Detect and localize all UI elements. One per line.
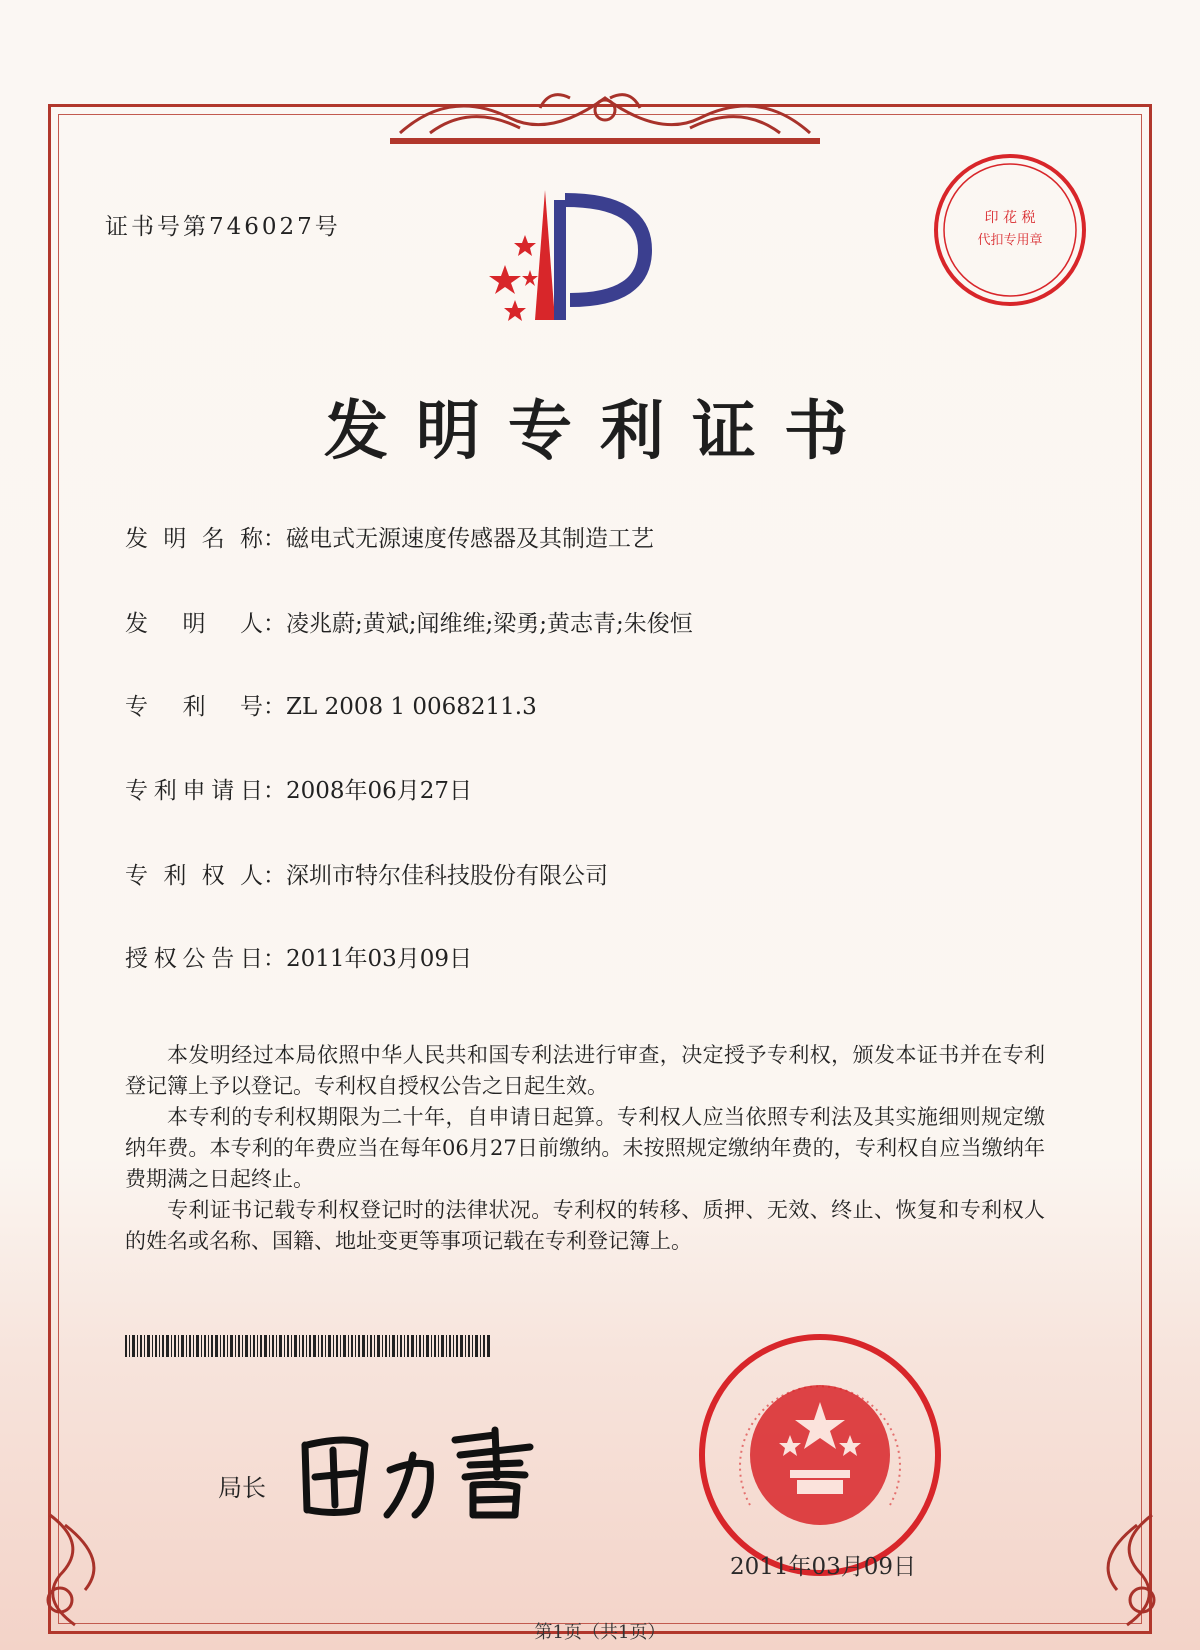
field-label: 专 利 申 请 日 bbox=[125, 778, 263, 804]
field-application-date: 专 利 申 请 日 ：2008年06月27日 bbox=[125, 772, 472, 805]
body-paragraph: 本专利的专利权期限为二十年，自申请日起算。专利权人应当依照专利法及其实施细则规定缴纳年费。本专利的年费应当在每年06月27日前缴纳。未按照规定缴纳年费的，专利权自应当缴纳年费期满之日起终止。 bbox=[125, 1105, 1045, 1191]
field-label: 专 利 号 bbox=[125, 694, 263, 720]
certificate-number: 证书号第746027号 bbox=[105, 214, 341, 240]
field-inventors: 发 明 人 ：凌兆蔚;黄斌;闻维维;梁勇;黄志青;朱俊恒 bbox=[125, 605, 693, 638]
director-signature-icon bbox=[295, 1415, 555, 1525]
body-paragraph: 专利证书记载专利权登记时的法律状况。专利权的转移、质押、无效、终止、恢复和专利权人的姓名或名称、国籍、地址变更等事项记载在专利登记簿上。 bbox=[125, 1198, 1045, 1253]
field-label: 授 权 公 告 日 bbox=[125, 946, 263, 972]
field-value: 凌兆蔚;黄斌;闻维维;梁勇;黄志青;朱俊恒 bbox=[286, 611, 693, 637]
director-label: 局长 bbox=[218, 1474, 266, 1502]
field-patent-number: 专 利 号 ：ZL 2008 1 0068211.3 bbox=[125, 688, 537, 721]
field-value: 磁电式无源速度传感器及其制造工艺 bbox=[286, 526, 654, 552]
svg-text:印 花 税: 印 花 税 bbox=[984, 210, 1036, 226]
field-value: ZL 2008 1 0068211.3 bbox=[286, 694, 537, 720]
field-label: 发 明 名 称 bbox=[125, 526, 263, 552]
certificate-body bbox=[125, 1040, 1045, 1257]
field-label: 发 明 人 bbox=[125, 611, 263, 637]
field-patentee: 专 利 权 人 ：深圳市特尔佳科技股份有限公司 bbox=[125, 857, 608, 890]
top-ornament-icon bbox=[390, 78, 820, 148]
corner-ornament-right-icon bbox=[1062, 1505, 1172, 1635]
corner-ornament-left-icon bbox=[30, 1505, 140, 1635]
field-value: 2011年03月09日 bbox=[286, 946, 473, 972]
field-invention-name: 发 明 名 称 ：磁电式无源速度传感器及其制造工艺 bbox=[125, 520, 654, 553]
barcode-icon bbox=[125, 1335, 490, 1357]
patent-office-emblem-icon bbox=[485, 190, 685, 340]
svg-text:代扣专用章: 代扣专用章 bbox=[977, 233, 1043, 248]
page-title: 发明专利证书 bbox=[324, 395, 876, 469]
page-footer: 第1页（共1页） bbox=[534, 1622, 666, 1643]
field-label: 专 利 权 人 bbox=[125, 863, 263, 889]
field-value: 深圳市特尔佳科技股份有限公司 bbox=[286, 863, 608, 889]
tax-stamp-icon bbox=[930, 150, 1090, 310]
field-value: 2008年06月27日 bbox=[286, 778, 473, 804]
field-grant-date: 授 权 公 告 日 ：2011年03月09日 bbox=[125, 940, 472, 973]
body-paragraph: 本发明经过本局依照中华人民共和国专利法进行审查，决定授予专利权，颁发本证书并在专利登记簿上予以登记。专利权自授权公告之日起生效。 bbox=[125, 1043, 1045, 1098]
seal-date: 2011年03月09日 bbox=[730, 1554, 917, 1580]
official-seal-icon bbox=[695, 1330, 945, 1580]
